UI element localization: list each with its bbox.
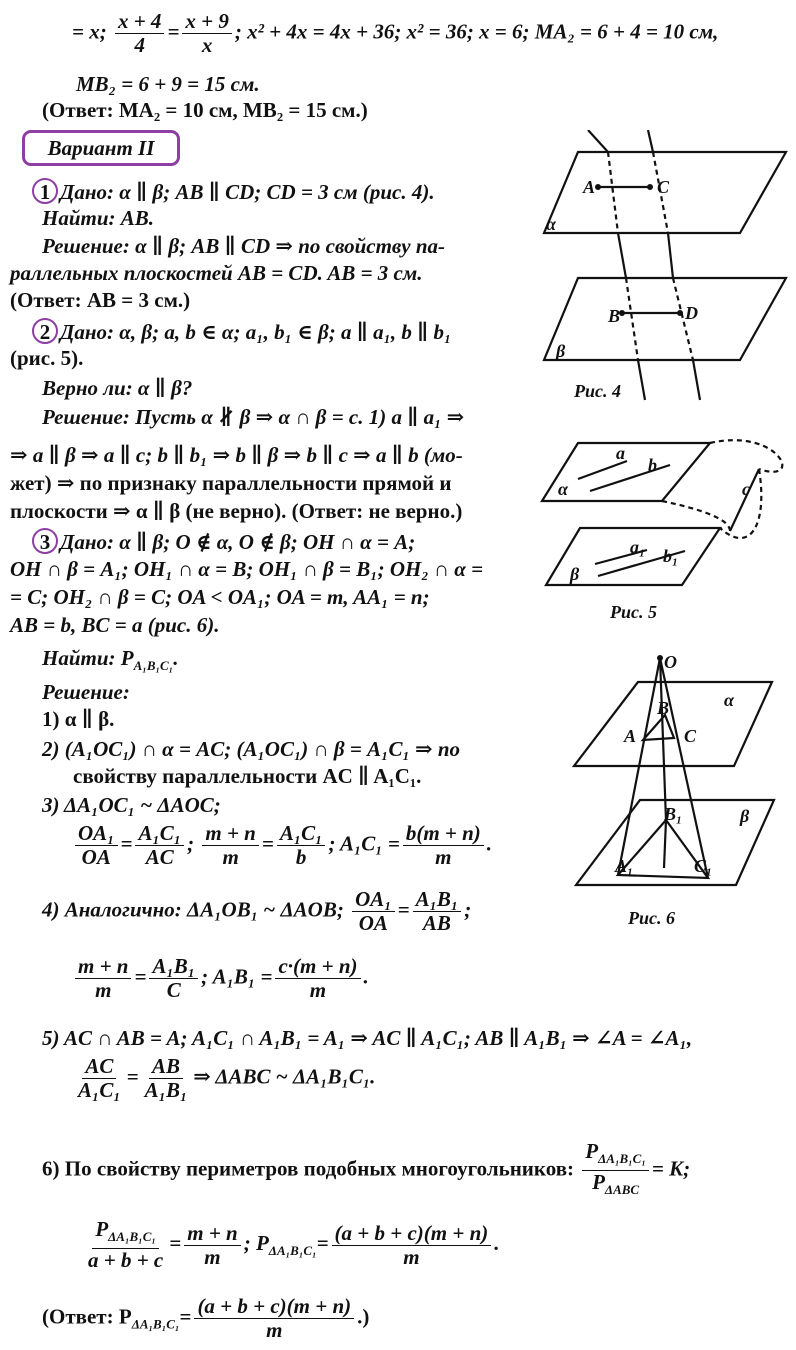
numerator: [92, 1218, 159, 1249]
op: .: [363, 964, 369, 989]
fraction: [352, 888, 395, 935]
label-c: c: [742, 479, 750, 499]
numerator: A₁C₁: [277, 822, 326, 846]
label-c1: C₁: [694, 856, 713, 876]
step-3-formula: [72, 822, 492, 869]
step-4-text: 4) Аналогично: ΔA₁OB₁ ~ ΔAOB;: [42, 897, 344, 922]
label-b: b: [648, 455, 657, 475]
figure-6-caption: Рис. 6: [628, 908, 675, 928]
fraction: [413, 888, 462, 935]
p1-answer: (Ответ: AB = 3 см.): [10, 288, 191, 312]
figure-4-caption: Рис. 4: [574, 381, 621, 401]
line-cd-top: [648, 130, 653, 152]
op: =: [316, 1230, 329, 1255]
label-a1: A₁: [615, 856, 634, 876]
op: ; A₁C₁ =: [328, 831, 400, 856]
fraction: [75, 822, 118, 869]
subscript: ΔA₁B₁C₁: [268, 1243, 317, 1259]
point-o: [657, 655, 663, 661]
line-a: [578, 461, 627, 479]
hidden-ab-1: [608, 152, 618, 233]
op: =: [179, 1304, 192, 1329]
denominator: m: [95, 978, 112, 1002]
fraction: [182, 10, 231, 57]
numerator: m + n: [184, 1222, 240, 1246]
answer-label: (Ответ: P: [42, 1304, 132, 1329]
numerator: x + 9: [182, 10, 231, 34]
fraction: [75, 955, 131, 1002]
line-ab-mid: [618, 233, 626, 278]
eq-rest: ; x² + 4x = 4x + 36; x² = 36; x = 6; MA₂ = 6 + 4 = 10 см,: [234, 19, 719, 44]
numerator: m + n: [202, 822, 258, 846]
subscript: ΔABC: [604, 1182, 640, 1198]
hidden-curve-mid: [662, 501, 730, 531]
p2-line-2: (рис. 5).: [10, 346, 84, 370]
line-ab-top: [588, 130, 608, 152]
subscript: ΔA₁B₁C₁: [131, 1316, 180, 1332]
label-b1: B₁: [664, 804, 683, 824]
eq-start: = x;: [72, 19, 107, 44]
numerator: A₁B₁: [149, 955, 198, 979]
plane-alpha: [574, 682, 772, 766]
p2-line-5: ⇒ a ∥ β ⇒ a ∥ c; b ∥ b₁ ⇒ b ∥ β ⇒ b ∥ c ⇒ a ∥ b (мо-: [10, 443, 463, 467]
label-b1: b₁: [663, 546, 679, 566]
op: ; P: [243, 1230, 269, 1255]
label-a1: a₁: [630, 537, 646, 557]
line-cd-bottom: [693, 360, 700, 400]
fraction: [332, 1222, 492, 1269]
op: ; A₁B₁ =: [201, 964, 273, 989]
find-label: Найти: P: [42, 646, 134, 670]
figure-5: [530, 435, 795, 645]
point-d: [677, 310, 683, 316]
step-4: [42, 888, 471, 935]
numerator: m + n: [75, 955, 131, 979]
op: .: [494, 1230, 500, 1255]
p-letter: P: [95, 1217, 109, 1241]
fraction: [115, 10, 164, 57]
figure-4: [530, 130, 790, 410]
problem-number-badge: 1: [32, 178, 58, 204]
label-alpha: α: [724, 690, 734, 710]
fraction: [75, 1055, 124, 1102]
label-alpha: α: [546, 214, 556, 234]
denominator: AB: [422, 911, 451, 935]
step-4-formula: [72, 955, 369, 1002]
equals: =: [167, 19, 180, 44]
fraction: [582, 1140, 649, 1201]
p3-find: [42, 646, 178, 678]
denominator: A₁C₁: [78, 1078, 121, 1102]
denominator: m: [403, 1244, 420, 1269]
p3-line-3: = C; OH₂ ∩ β = C; OA < OA₁; OA = m, AA₁ = n;: [10, 585, 430, 609]
variant-heading: Вариант II: [22, 130, 180, 166]
numerator: AC: [82, 1055, 116, 1079]
step-5: 5) AC ∩ AB = A; A₁C₁ ∩ A₁B₁ = A₁ ⇒ AC ∥ A₁C₁; AB ∥ A₁B₁ ⇒ ∠A = ∠A₁,: [42, 1026, 693, 1050]
op: =: [169, 1230, 182, 1255]
denominator: OA: [81, 845, 111, 869]
label-alpha: α: [558, 479, 568, 499]
numerator: c·(m + n): [275, 955, 360, 979]
p3-line-1: [32, 528, 415, 554]
denominator: m: [435, 845, 452, 869]
p2-line-7: плоскости ⇒ α ∥ β (не верно). (Ответ: не верно.): [10, 499, 463, 523]
step-6: [42, 1140, 690, 1201]
numerator: b(m + n): [403, 822, 484, 846]
label-a: A: [583, 177, 596, 197]
fraction: [403, 822, 484, 869]
step-2: 2) (A₁OC₁) ∩ α = AC; (A₁OC₁) ∩ β = A₁C₁ ⇒ по: [42, 737, 461, 761]
median-b1: [664, 820, 666, 868]
fraction: [277, 822, 326, 869]
line-cd-mid: [668, 233, 673, 278]
op: =: [126, 1064, 139, 1089]
fraction: [202, 822, 258, 869]
step-7-formula: [82, 1218, 500, 1272]
denominator: m: [266, 1318, 283, 1342]
point-c: [647, 184, 653, 190]
denominator: 4: [134, 33, 145, 57]
top-equation-line: [72, 10, 718, 57]
label-b: B: [608, 306, 621, 326]
denominator: b: [295, 845, 307, 869]
op: =: [261, 831, 274, 856]
label-o: O: [664, 652, 677, 672]
label-a: A: [624, 726, 637, 746]
p2-question: Верно ли: α ∥ β?: [42, 376, 193, 400]
find-subscript: A₁B₁C₁: [133, 658, 174, 674]
op: .: [486, 831, 493, 856]
figure-5-caption: Рис. 5: [610, 602, 657, 622]
step-5-formula: [72, 1055, 375, 1102]
p2-line-6: жет) ⇒ по признаку параллельности прямой и: [10, 471, 452, 495]
op: =: [120, 831, 133, 856]
numerator: [582, 1140, 649, 1171]
fraction: [135, 822, 184, 869]
op: ⇒ ΔABC ~ ΔA₁B₁C₁.: [193, 1064, 376, 1089]
denominator: OA: [358, 911, 388, 935]
problem-number-badge: 3: [32, 528, 58, 554]
label-a: a: [616, 443, 625, 463]
op: = K;: [651, 1156, 691, 1181]
p3-line-2: OH ∩ β = A₁; OH₁ ∩ α = B; OH₁ ∩ β = B₁; OH₂ ∩ α =: [10, 557, 484, 581]
step-3: 3) ΔA₁OC₁ ~ ΔAOC;: [42, 793, 221, 817]
fraction: [149, 955, 198, 1002]
label-d: D: [685, 303, 698, 323]
line-b: [590, 465, 670, 491]
fraction: [142, 1055, 191, 1102]
label-beta: β: [740, 806, 750, 826]
subscript: ΔA₁B₁C₁: [108, 1229, 156, 1245]
p-letter: P: [585, 1139, 599, 1163]
numerator: A₁C₁: [135, 822, 184, 846]
step-1: 1) α ∥ β.: [42, 707, 115, 731]
numerator: AB: [149, 1055, 183, 1079]
p3-line-4: AB = b, BC = a (рис. 6).: [10, 613, 220, 637]
top-answer: (Ответ: MA₂ = 10 см, MB₂ = 15 см.): [42, 98, 368, 122]
op: =: [397, 897, 410, 922]
point-a: [595, 184, 601, 190]
numerator: OA₁: [352, 888, 395, 912]
numerator: x + 4: [115, 10, 164, 34]
p1-line-4: раллельных плоскостей AB = CD. AB = 3 см.: [10, 261, 423, 285]
denominator: m: [222, 845, 239, 869]
hidden-curve-top: [710, 440, 782, 472]
p2-solution: Решение: Пусть α ∦ β ⇒ α ∩ β = c. 1) a ∥ a₁ ⇒: [42, 405, 465, 429]
op: ;: [464, 897, 472, 922]
figure-6: [560, 650, 790, 935]
p1-solution: Решение: α ∥ β; AB ∥ CD ⇒ по свойству па-: [42, 234, 446, 258]
denominator: x: [201, 33, 213, 57]
op: =: [134, 964, 147, 989]
p-letter: P: [592, 1170, 605, 1195]
numerator: A₁B₁: [413, 888, 462, 912]
line-ab-bottom: [638, 360, 645, 400]
hidden-ab-2: [626, 278, 638, 360]
fraction: [184, 1222, 240, 1269]
final-answer: [42, 1295, 369, 1342]
denominator: AC: [145, 845, 174, 869]
problem-number-badge: 2: [32, 318, 58, 344]
p3-solution-heading: Решение:: [42, 680, 130, 704]
step-6-text: 6) По свойству периметров подобных многоугольников:: [42, 1156, 575, 1181]
denominator: [589, 1171, 642, 1201]
label-c: C: [684, 726, 697, 746]
fraction: [194, 1295, 354, 1342]
label-b: B: [657, 698, 670, 718]
numerator: OA₁: [75, 822, 118, 846]
denominator: m: [309, 978, 327, 1002]
denominator: C: [166, 978, 181, 1002]
numerator: (a + b + c)(m + n): [332, 1222, 492, 1246]
op: ;: [187, 831, 195, 856]
top-line-2: MB₂ = 6 + 9 = 15 см.: [76, 72, 260, 96]
numerator: (a + b + c)(m + n): [194, 1295, 354, 1319]
p3-given: Дано: α ∥ β; O ∉ α, O ∉ β; OH ∩ α = A;: [60, 530, 416, 554]
fraction: [275, 955, 360, 1002]
op: .): [357, 1304, 370, 1329]
fraction: [85, 1218, 166, 1272]
p2-line-1: [32, 318, 451, 344]
p2-given: Дано: α, β; a, b ∈ α; a₁, b₁ ∈ β; a ∥ a₁, b ∥ b₁: [60, 320, 452, 344]
label-beta: β: [570, 564, 580, 584]
denominator: A₁B₁: [144, 1078, 188, 1102]
p1-given: Дано: α ∥ β; AB ∥ CD; CD = 3 см (рис. 4).: [60, 180, 435, 204]
step-2-cont: свойству параллельности AC ∥ A₁C₁.: [73, 764, 422, 788]
label-c: C: [657, 177, 670, 197]
denominator: a + b + c: [88, 1248, 164, 1273]
label-beta: β: [556, 341, 566, 361]
p1-find: Найти: AB.: [42, 206, 155, 230]
denominator: m: [204, 1244, 221, 1269]
subscript: ΔA₁B₁C₁: [598, 1151, 646, 1167]
p1-line-1: [32, 178, 435, 204]
plane-beta: [544, 278, 786, 360]
find-end: .: [173, 646, 179, 670]
